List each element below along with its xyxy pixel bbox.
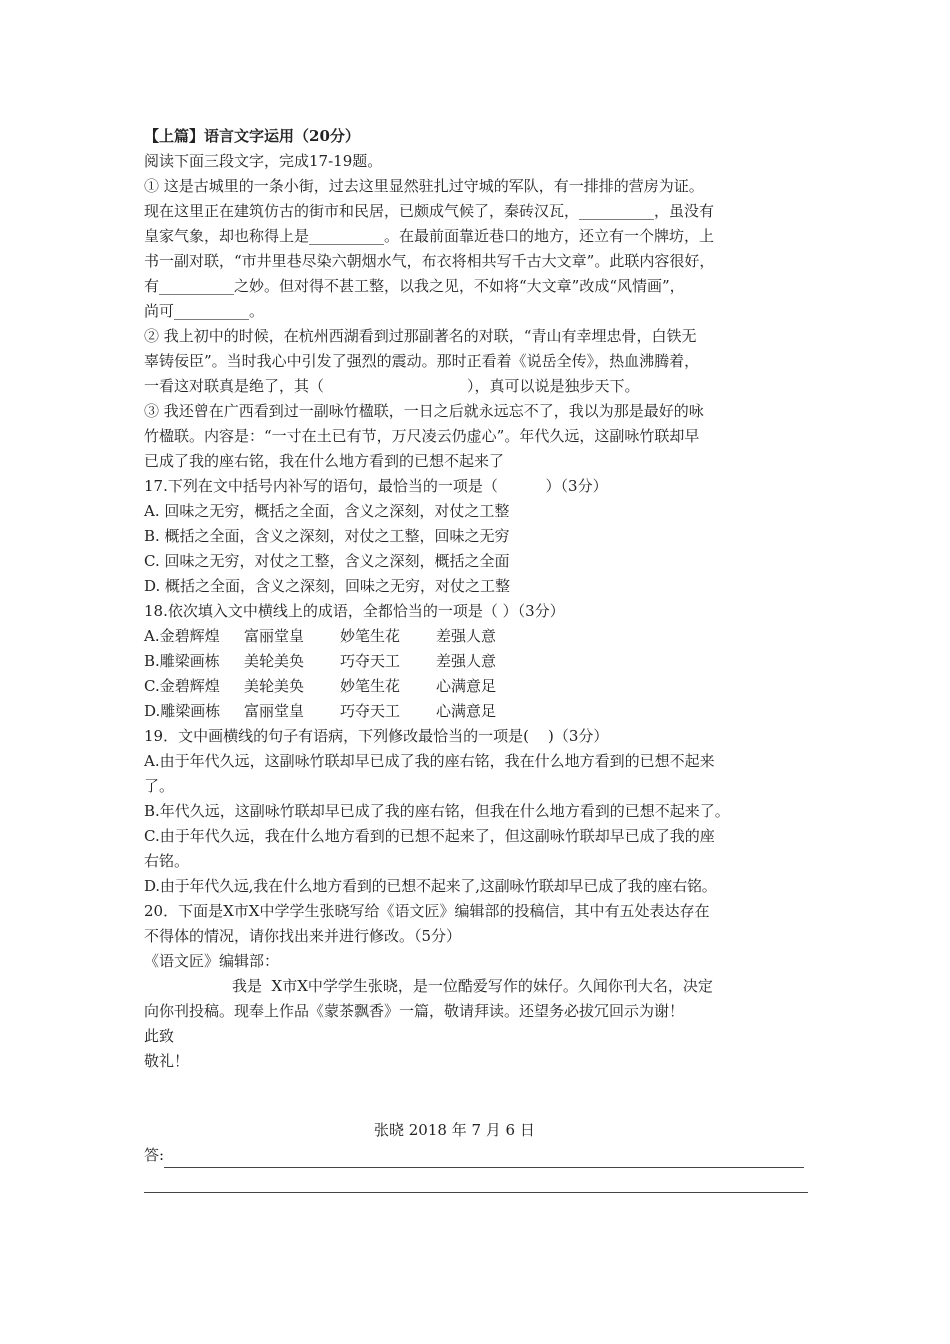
option-term: 差强人意 xyxy=(436,627,497,645)
option-term: 差强人意 xyxy=(436,652,497,670)
option-a xyxy=(144,624,814,649)
option-term: 巧夺天工 xyxy=(340,702,401,720)
option-term: 妙笔生花 xyxy=(340,627,401,645)
option-term: D.雕梁画栋 xyxy=(144,702,221,720)
answer-line[interactable] xyxy=(144,1143,814,1168)
option-b xyxy=(144,649,814,674)
option-term: 美轮美奂 xyxy=(244,677,305,695)
option-d xyxy=(144,699,814,724)
option-term: 心满意足 xyxy=(436,677,497,695)
option-a: A. 回味之无穷，概括之全面，含义之深刻，对仗之工整 xyxy=(144,502,510,520)
question-stem: 17.下列在文中括号内补写的语句，最恰当的一项是（ ）（3分） xyxy=(144,477,608,495)
answer-label: 答: xyxy=(144,1146,165,1164)
passage-line: 有__________之妙。但对得不甚工整，以我之见，不如将“大文章”改成“风情画”， xyxy=(144,277,685,295)
question-stem: 19．文中画横线的句子有语病，下列修改最恰当的一项是( )（3分） xyxy=(144,727,609,745)
passage-line: ③ 我还曾在广西看到过一副咏竹楹联，一日之后就永远忘不了，我以为那是最好的咏 xyxy=(144,402,704,420)
option-c-continued: 右铭。 xyxy=(144,852,190,870)
option-b: B. 概括之全面，含义之深刻，对仗之工整，回味之无穷 xyxy=(144,527,510,545)
question-19 xyxy=(144,724,814,899)
letter-body-line: 我是 X市X中学学生张晓，是一位酷爱写作的妹仔。久闻你刊大名，决定 xyxy=(232,977,713,995)
passage-line: ② 我上初中的时候，在杭州西湖看到过那副著名的对联，“青山有幸埋忠骨，白铁无 xyxy=(144,327,697,345)
option-b: B.年代久远，这副咏竹联却早已成了我的座右铭，但我在什么地方看到的已想不起来了。 xyxy=(144,802,730,820)
option-term: A.金碧辉煌 xyxy=(144,627,220,645)
option-term: 富丽堂皇 xyxy=(244,627,305,645)
letter-closing: 此致 xyxy=(144,1027,175,1045)
exam-page xyxy=(144,124,814,1193)
passage-line: 书一副对联，“市井里巷尽染六朝烟水气，布衣将相共写千古大文章”。此联内容很好， xyxy=(144,252,715,270)
instruction: 阅读下面三段文字，完成17-19题。 xyxy=(144,152,383,170)
question-stem: 20．下面是X市X中学学生张晓写给《语文匠》编辑部的投稿信，其中有五处表达存在 xyxy=(144,902,710,920)
passage-line: ① 这是古城里的一条小街，过去这里显然驻扎过守城的军队，有一排排的营房为证。 xyxy=(144,177,704,195)
letter-body-line: 向你刊投稿。现奉上作品《蒙茶飘香》一篇，敬请拜读。还望务必拔冗回示为谢！ xyxy=(144,1002,685,1020)
option-term: 心满意足 xyxy=(436,702,497,720)
passage-line: 竹楹联。内容是：“一寸在土已有节，万尺凌云仍虚心”。年代久远，这副咏竹联却早 xyxy=(144,427,700,445)
question-stem: 18.依次填入文中横线上的成语，全都恰当的一项是（ ）（3分） xyxy=(144,602,565,620)
option-d: D. 概括之全面，含义之深刻，回味之无穷，对仗之工整 xyxy=(144,577,511,595)
letter-signature: 张晓 2018 年 7 月 6 日 xyxy=(374,1121,535,1139)
option-term: 巧夺天工 xyxy=(340,652,401,670)
passage-paragraph-3 xyxy=(144,399,814,474)
option-d: D.由于年代久远,我在什么地方看到的已想不起来了,这副咏竹联却早已成了我的座右铭。 xyxy=(144,877,717,895)
question-20 xyxy=(144,899,814,1193)
option-c xyxy=(144,674,814,699)
section-title: 【上篇】语言文字运用（20分） xyxy=(144,127,360,145)
option-term: 美轮美奂 xyxy=(244,652,305,670)
answer-blank[interactable] xyxy=(144,1175,808,1193)
passage-paragraph-2 xyxy=(144,324,814,399)
answer-blank[interactable] xyxy=(164,1150,804,1168)
option-term: B.雕梁画栋 xyxy=(144,652,220,670)
passage-line: 一看这对联真是绝了，其（ ），真可以说是独步天下。 xyxy=(144,377,640,395)
passage-paragraph-1 xyxy=(144,174,814,324)
letter-closing: 敬礼！ xyxy=(144,1052,190,1070)
passage-line: 辜铸佞臣”。当时我心中引发了强烈的震动。那时正看着《说岳全传》，热血沸腾着， xyxy=(144,352,700,370)
option-c: C. 回味之无穷，对仗之工整，含义之深刻，概括之全面 xyxy=(144,552,510,570)
passage-line: 尚可__________。 xyxy=(144,302,265,320)
option-a: A.由于年代久远，这副咏竹联却早已成了我的座右铭，我在什么地方看到的已想不起来 xyxy=(144,752,715,770)
option-term: 妙笔生花 xyxy=(340,677,401,695)
passage-line: 皇家气象，却也称得上是__________。在最前面靠近巷口的地方，还立有一个牌坊，上 xyxy=(144,227,715,245)
question-17 xyxy=(144,474,814,599)
passage-line: 现在这里正在建筑仿古的街市和民居，已颇成气候了，秦砖汉瓦，__________，虽没有 xyxy=(144,202,715,220)
option-term: C.金碧辉煌 xyxy=(144,677,220,695)
option-term: 富丽堂皇 xyxy=(244,702,305,720)
question-stem-continued: 不得体的情况，请你找出来并进行修改。（5分） xyxy=(144,927,462,945)
letter-salutation: 《语文匠》编辑部： xyxy=(144,952,280,970)
answer-line-2[interactable] xyxy=(144,1168,814,1193)
option-a-continued: 了。 xyxy=(144,777,175,795)
passage-line: 已成了我的座右铭，我在什么地方看到的已想不起来了 xyxy=(144,452,505,470)
option-c: C.由于年代久远，我在什么地方看到的已想不起来了，但这副咏竹联却早已成了我的座 xyxy=(144,827,715,845)
question-18 xyxy=(144,599,814,724)
